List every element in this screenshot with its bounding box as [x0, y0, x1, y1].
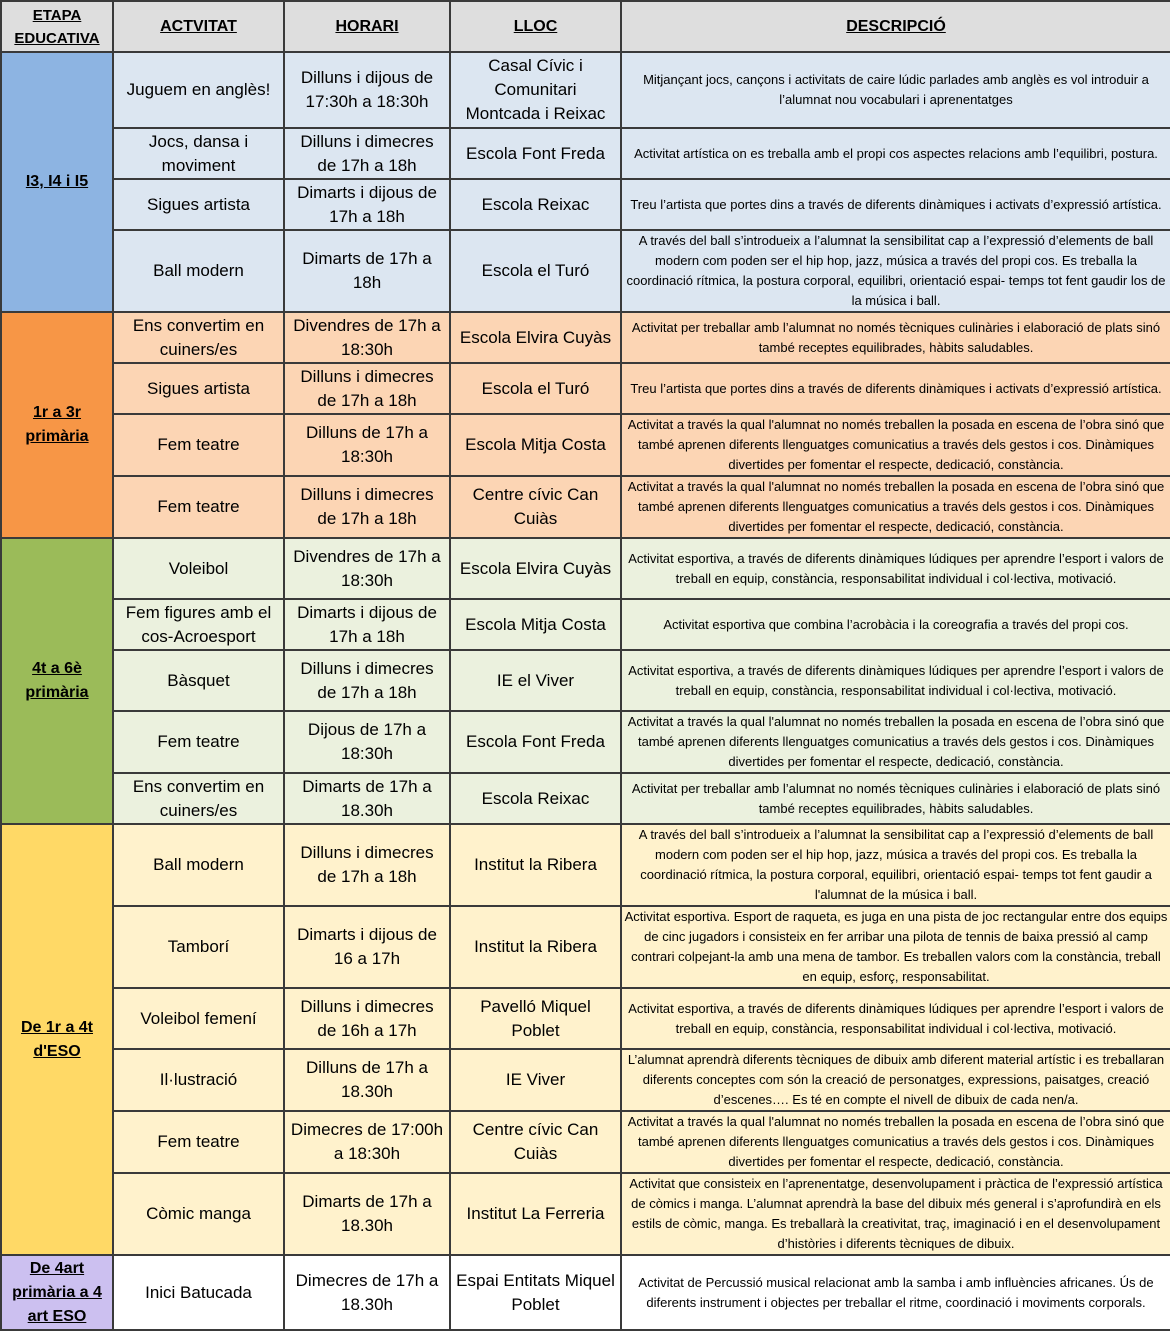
activitat-cell: Ens convertim en cuiners/es — [113, 773, 284, 824]
lloc-cell: Institut La Ferreria — [450, 1173, 621, 1255]
horari-cell: Dilluns i dimecres de 17h a 18h — [284, 128, 450, 179]
descripcio-cell: Activitat esportiva. Esport de raqueta, es juga en una pista de joc rectangular entre dos equips de cinc jugadors i consisteix en fer arribar una pilota de tennis de baixa pressió al camp contrari colpejant-la amb una mena de tambor. Es treballen valors com la constància, treball en equip, esforç, responsabilitat. — [621, 906, 1170, 988]
table-row — [1, 363, 1170, 414]
etapa-cell: De 1r a 4t d'ESO — [1, 824, 113, 1255]
horari-cell: Dimarts de 17h a 18h — [284, 230, 450, 312]
descripcio-cell: Activitat esportiva que combina l’acrobàcia i la coreografia a través del propi cos. — [621, 599, 1170, 650]
descripcio-cell: L’alumnat aprendrà diferents tècniques de dibuix amb diferent material artístic i es treballaran diferents conceptes com són la creació de personatges, expressions, paisatges, creació d’escenes…. Es té en compte el nivell de dibuix de cada nen/a. — [621, 1049, 1170, 1111]
lloc-cell: Escola Font Freda — [450, 711, 621, 773]
table-row — [1, 230, 1170, 312]
horari-cell: Dimarts i dijous de 16 a 17h — [284, 906, 450, 988]
horari-cell: Divendres de 17h a 18:30h — [284, 538, 450, 599]
lloc-cell: Escola Elvira Cuyàs — [450, 538, 621, 599]
table-row — [1, 1173, 1170, 1255]
horari-cell: Dilluns de 17h a 18:30h — [284, 414, 450, 476]
lloc-cell: Escola Reixac — [450, 773, 621, 824]
lloc-cell: Escola el Turó — [450, 363, 621, 414]
table-row — [1, 824, 1170, 906]
horari-cell: Dijous de 17h a 18:30h — [284, 711, 450, 773]
descripcio-cell: A través del ball s’introdueix a l’alumnat la sensibilitat cap a l’expressió d’elements de ball modern com poden ser el hip hop, jazz, música a través del propi cos. Es treballa la coordinació rítmica, la postura corporal, equilibri, orientació espai- temps tot fent gaudir a l'alumnat de la música i ball. — [621, 824, 1170, 906]
lloc-cell: Casal Cívic i Comunitari Montcada i Reixac — [450, 52, 621, 128]
lloc-cell: Institut la Ribera — [450, 824, 621, 906]
activitat-cell: Jocs, dansa i moviment — [113, 128, 284, 179]
descripcio-cell: Activitat artística on es treballa amb el propi cos aspectes relacions amb l’equilibri, postura. — [621, 128, 1170, 179]
lloc-cell: Escola Mitja Costa — [450, 599, 621, 650]
table-row — [1, 128, 1170, 179]
table-row — [1, 711, 1170, 773]
header-row — [1, 1, 1170, 52]
table-row — [1, 179, 1170, 230]
descripcio-cell: A través del ball s’introdueix a l’alumnat la sensibilitat cap a l’expressió d’elements de ball modern com poden ser el hip hop, jazz, música a través del propi cos. Es treballa la coordinació rítmica, la postura corporal, equilibri, orientació espai- temps tot fent gaudir los de la música i ball. — [621, 230, 1170, 312]
activitat-cell: Fem teatre — [113, 1111, 284, 1173]
lloc-cell: Espai Entitats Miquel Poblet — [450, 1255, 621, 1330]
activitat-cell: Còmic manga — [113, 1173, 284, 1255]
activitat-cell: Bàsquet — [113, 650, 284, 711]
table-row — [1, 650, 1170, 711]
descripcio-cell: Treu l’artista que portes dins a través de diferents dinàmiques i activats d’expressió artística. — [621, 179, 1170, 230]
descripcio-cell: Activitat de Percussió musical relacionat amb la samba i amb influències africanes. Ús de diferents instrument i objectes per treballar el ritme, coordinació i moviments corporals. — [621, 1255, 1170, 1330]
horari-cell: Dilluns i dimecres de 17h a 18h — [284, 363, 450, 414]
lloc-cell: Escola el Turó — [450, 230, 621, 312]
descripcio-cell: Activitat a través la qual l'alumnat no només treballen la posada en escena de l’obra sinó que també aprenen diferents llenguatges comunicatius a través dels gestos i cos. Dinàmiques divertides per fomentar el respecte, dedicació, constància. — [621, 414, 1170, 476]
activitat-cell: Ball modern — [113, 824, 284, 906]
activitat-cell: Sigues artista — [113, 179, 284, 230]
horari-cell: Dimecres de 17:00h a 18:30h — [284, 1111, 450, 1173]
header-horari: HORARI — [284, 1, 450, 52]
header-etapa: ETAPA EDUCATIVA — [1, 1, 113, 52]
horari-cell: Dilluns i dimecres de 17h a 18h — [284, 476, 450, 538]
descripcio-cell: Activitat a través la qual l'alumnat no només treballen la posada en escena de l’obra sinó que també aprenen diferents llenguatges comunicatius a través dels gestos i cos. Dinàmiques divertides per fomentar el respecte, dedicació, constància. — [621, 711, 1170, 773]
table-row — [1, 538, 1170, 599]
activitat-cell: Juguem en anglès! — [113, 52, 284, 128]
etapa-cell: I3, I4 i I5 — [1, 52, 113, 312]
lloc-cell: IE el Viver — [450, 650, 621, 711]
horari-cell: Dilluns de 17h a 18.30h — [284, 1049, 450, 1111]
table-row — [1, 52, 1170, 128]
descripcio-cell: Activitat per treballar amb l’alumnat no només tècniques culinàries i elaboració de plats sinó també receptes equilibrades, hàbits saludables. — [621, 312, 1170, 363]
activitat-cell: Ball modern — [113, 230, 284, 312]
horari-cell: Divendres de 17h a 18:30h — [284, 312, 450, 363]
lloc-cell: Escola Reixac — [450, 179, 621, 230]
horari-cell: Dimecres de 17h a 18.30h — [284, 1255, 450, 1330]
activitat-cell: Fem figures amb el cos-Acroesport — [113, 599, 284, 650]
etapa-cell: 1r a 3r primària — [1, 312, 113, 538]
horari-cell: Dilluns i dijous de 17:30h a 18:30h — [284, 52, 450, 128]
horari-cell: Dimarts de 17h a 18.30h — [284, 1173, 450, 1255]
etapa-cell: 4t a 6è primària — [1, 538, 113, 824]
header-lloc: LLOC — [450, 1, 621, 52]
horari-cell: Dilluns i dimecres de 17h a 18h — [284, 650, 450, 711]
activitat-cell: Ens convertim en cuiners/es — [113, 312, 284, 363]
descripcio-cell: Activitat esportiva, a través de diferents dinàmiques lúdiques per aprendre l’esport i valors de treball en equip, constància, responsabilitat individual i col·lectiva, motivació. — [621, 538, 1170, 599]
lloc-cell: Institut la Ribera — [450, 906, 621, 988]
descripcio-cell: Activitat esportiva, a través de diferents dinàmiques lúdiques per aprendre l’esport i valors de treball en equip, constància, responsabilitat individual i col·lectiva, motivació. — [621, 650, 1170, 711]
lloc-cell: Centre cívic Can Cuiàs — [450, 476, 621, 538]
horari-cell: Dimarts de 17h a 18.30h — [284, 773, 450, 824]
lloc-cell: Escola Mitja Costa — [450, 414, 621, 476]
header-activitat: ACTVITAT — [113, 1, 284, 52]
table-row — [1, 773, 1170, 824]
descripcio-cell: Activitat per treballar amb l’alumnat no només tècniques culinàries i elaboració de plats sinó també receptes equilibrades, hàbits saludables. — [621, 773, 1170, 824]
lloc-cell: Centre cívic Can Cuiàs — [450, 1111, 621, 1173]
activitat-cell: Il·lustració — [113, 1049, 284, 1111]
table-row — [1, 414, 1170, 476]
horari-cell: Dimarts i dijous de 17h a 18h — [284, 599, 450, 650]
horari-cell: Dimarts i dijous de 17h a 18h — [284, 179, 450, 230]
table-row — [1, 599, 1170, 650]
table-row — [1, 476, 1170, 538]
table-row — [1, 1111, 1170, 1173]
descripcio-cell: Activitat esportiva, a través de diferents dinàmiques lúdiques per aprendre l’esport i valors de treball en equip, constància, responsabilitat individual i col·lectiva, motivació. — [621, 988, 1170, 1049]
activitat-cell: Sigues artista — [113, 363, 284, 414]
activitat-cell: Voleibol femení — [113, 988, 284, 1049]
activitat-cell: Fem teatre — [113, 414, 284, 476]
activitat-cell: Tamborí — [113, 906, 284, 988]
header-descripcio: DESCRIPCIÓ — [621, 1, 1170, 52]
horari-cell: Dilluns i dimecres de 17h a 18h — [284, 824, 450, 906]
table-row — [1, 312, 1170, 363]
activitat-cell: Inici Batucada — [113, 1255, 284, 1330]
etapa-cell: De 4art primària a 4 art ESO — [1, 1255, 113, 1330]
table-row — [1, 1255, 1170, 1330]
table-row — [1, 988, 1170, 1049]
descripcio-cell: Treu l’artista que portes dins a través de diferents dinàmiques i activats d’expressió artística. — [621, 363, 1170, 414]
activitat-cell: Fem teatre — [113, 476, 284, 538]
activitat-cell: Fem teatre — [113, 711, 284, 773]
table-row — [1, 1049, 1170, 1111]
descripcio-cell: Activitat a través la qual l'alumnat no només treballen la posada en escena de l’obra sinó que també aprenen diferents llenguatges comunicatius a través dels gestos i cos. Dinàmiques divertides per fomentar el respecte, dedicació, constància. — [621, 1111, 1170, 1173]
lloc-cell: Escola Elvira Cuyàs — [450, 312, 621, 363]
descripcio-cell: Activitat a través la qual l'alumnat no només treballen la posada en escena de l’obra sinó que també aprenen diferents llenguatges comunicatius a través dels gestos i cos. Dinàmiques divertides per fomentar el respecte, dedicació, constància. — [621, 476, 1170, 538]
horari-cell: Dilluns i dimecres de 16h a 17h — [284, 988, 450, 1049]
activitat-cell: Voleibol — [113, 538, 284, 599]
descripcio-cell: Activitat que consisteix en l’aprenentatge, desenvolupament i pràctica de l’expressió artística de còmics i manga. L’alumnat aprendrà la base del dibuix més general i s’aprofundirà en els estils de còmic, manga. Es treballarà la creativitat, traç, imaginació i en el desenvolupament d’històries i diferents tècniques de dibuix. — [621, 1173, 1170, 1255]
descripcio-cell: Mitjançant jocs, cançons i activitats de caire lúdic parlades amb anglès es vol introduir a l’alumnat nou vocabulari i aprenentatges — [621, 52, 1170, 128]
lloc-cell: Pavelló Miquel Poblet — [450, 988, 621, 1049]
table-row — [1, 906, 1170, 988]
lloc-cell: Escola Font Freda — [450, 128, 621, 179]
lloc-cell: IE Viver — [450, 1049, 621, 1111]
